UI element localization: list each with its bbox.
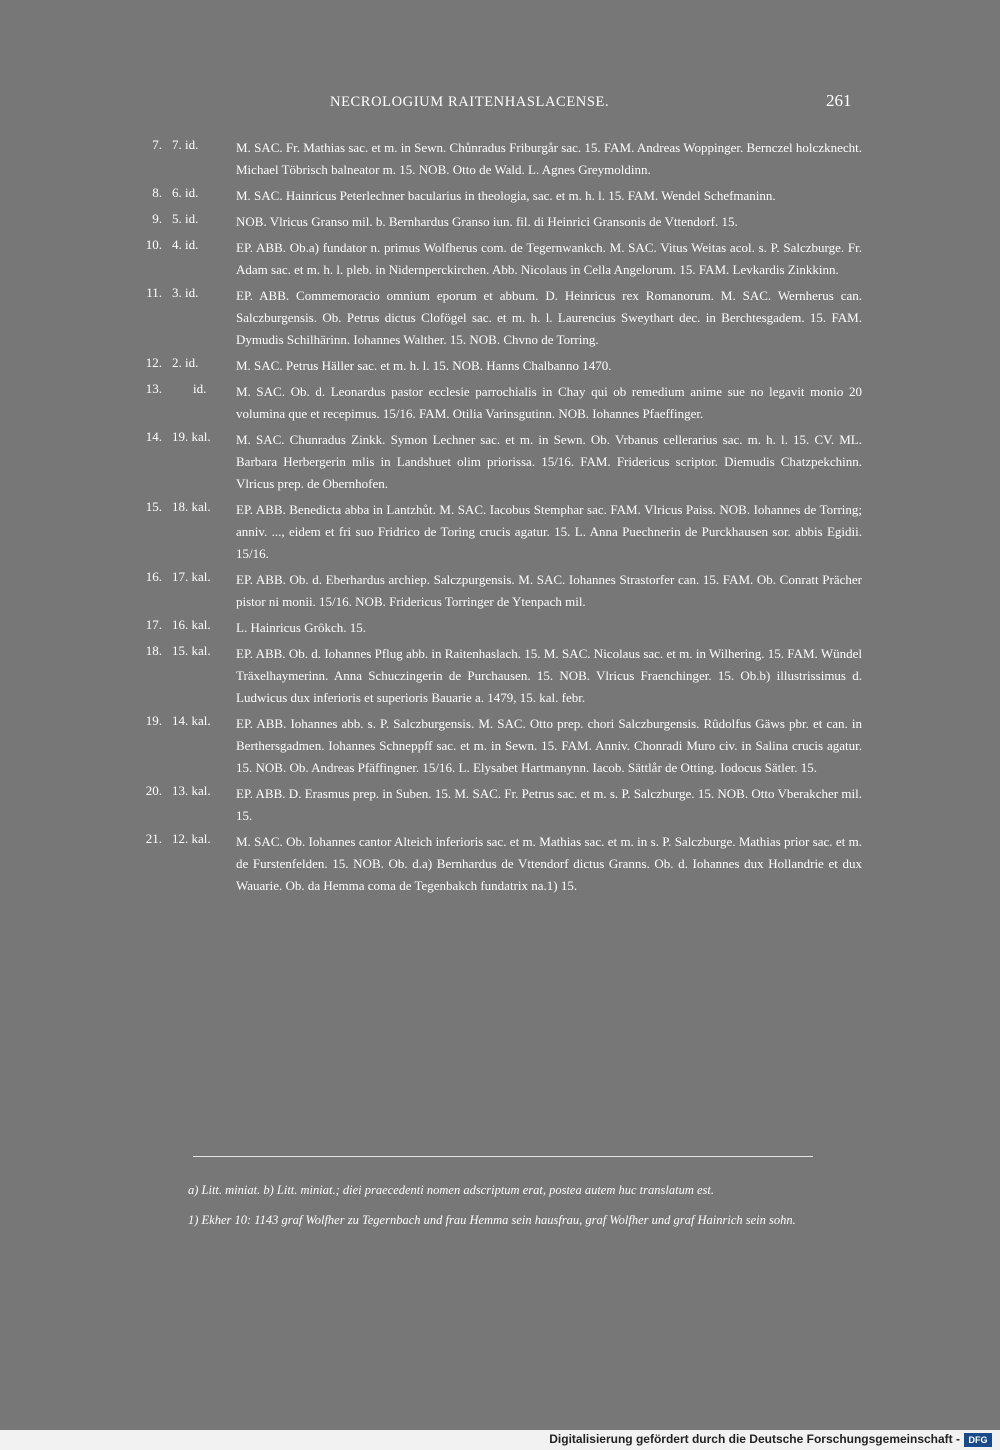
entry-number: 14.	[145, 429, 162, 444]
entry-date: 7. id.	[172, 137, 199, 152]
entry-text: NOB. Vlricus Granso mil. b. Bernhardus Granso iun. fil. di Heinrici Gransonis de Vttendorf. 15.	[236, 214, 738, 229]
entry-date: 18. kal.	[172, 499, 211, 514]
necrology-entry	[0, 237, 1000, 281]
entry-date: 12. kal.	[172, 831, 211, 846]
entry-date: 15. kal.	[172, 643, 211, 658]
entry-number: 8.	[152, 185, 162, 200]
entry-number: 16.	[145, 569, 162, 584]
entry-date: 5. id.	[172, 211, 199, 226]
necrology-entry	[0, 381, 1000, 425]
footer-text: Digitalisierung gefördert durch die Deutsche Forschungsgemeinschaft -	[549, 1432, 960, 1446]
necrology-entry	[0, 783, 1000, 827]
necrology-entry	[0, 617, 1000, 639]
entry-number: 12.	[145, 355, 162, 370]
necrology-entry	[0, 355, 1000, 377]
necrology-entry	[0, 429, 1000, 495]
entry-number: 15.	[145, 499, 162, 514]
footnote-divider	[193, 1156, 813, 1157]
necrology-entry	[0, 643, 1000, 709]
entry-text: M. SAC. Chunradus Zinkk. Symon Lechner sac. et m. in Sewn. Ob. Vrbanus cellerarius sac. m. h. l. 15. CV. ML. Barbara Herbergerin mlis in Landshuet olim priorissa. 15/16. FAM. Fridericus scriptor. Diemudis Chatzpekchinn. Vlricus prep. de Obernhofen.	[236, 432, 862, 491]
necrology-entry	[0, 831, 1000, 897]
entry-date: 17. kal.	[172, 569, 211, 584]
entry-number: 20.	[145, 783, 162, 798]
entry-date: 6. id.	[172, 185, 199, 200]
entry-number: 21.	[145, 831, 162, 846]
entry-text: M. SAC. Ob. Iohannes cantor Alteich inferioris sac. et m. Mathias sac. et m. in s. P. Salczburge. Mathias prior sac. et m. de Furstenfelden. 15. NOB. Ob. d.a) Bernhardus de Vttendorf dictus Granns. Ob. d. Iohannes dux Hollandrie et dux Wauarie. Ob. da Hemma coma de Tegenbakch fundatrix na.1) 15.	[236, 834, 862, 893]
entry-text: EP. ABB. Benedicta abba in Lantzhůt. M. SAC. Iacobus Stemphar sac. FAM. Vlricus Paiss. NOB. Iohannes de Torring; anniv. ..., eidem et fri suo Fridrico de Toring crucis agatur. 15. L. Anna Puechnerin de Purckhausen sor. abbis Egidii. 15/16.	[236, 502, 862, 561]
necrology-entry	[0, 569, 1000, 613]
entry-date: 3. id.	[172, 285, 199, 300]
entry-number: 11.	[146, 285, 162, 300]
entry-text: EP. ABB. Iohannes abb. s. P. Salczburgensis. M. SAC. Otto prep. chori Salczburgensis. Rûdolfus Gäws pbr. et can. in Berthersgadmen. Iohannes Schneppff sac. et m. in Sewn. 15. FAM. Anniv. Chonradi Muro civ. in Salina crucis agatur. 15. NOB. Ob. Andreas Pfäffingner. 15/16. L. Elysabet Hartmanynn. Iacob. Sättlår de Otting. Iodocus Sätler. 15.	[236, 716, 862, 775]
entry-text: EP. ABB. Ob. d. Iohannes Pflug abb. in Raitenhaslach. 15. M. SAC. Nicolaus sac. et m. in Wilhering. 15. FAM. Wündel Träxelhaymerinn. Anna Schuczingerin de Purchausen. 15. NOB. Vlricus Fraenchinger. 15. Ob.b) illustrissimus d. Ludwicus dux inferioris et superioris Bauarie a. 1479, 15. kal. febr.	[236, 646, 862, 705]
entry-text: EP. ABB. Ob. d. Eberhardus archiep. Salczpurgensis. M. SAC. Iohannes Strastorfer can. 15. FAM. Ob. Conratt Prächer pistor ni monii. 15/16. NOB. Fridericus Torringer de Ytenpach mil.	[236, 572, 862, 609]
page-number: 261	[826, 91, 852, 110]
entry-date: id.	[193, 381, 207, 396]
entry-date: 16. kal.	[172, 617, 211, 632]
entry-text: M. SAC. Hainricus Peterlechner bacularius in theologia, sac. et m. h. l. 15. FAM. Wendel Schefmaninn.	[236, 188, 776, 203]
entry-text: M. SAC. Ob. d. Leonardus pastor ecclesie parrochialis in Chay qui ob remedium anime sue no legavit monio 20 volumina que et recepimus. 15/16. FAM. Otilia Varinsgutinn. NOB. Iohannes Pfaeffinger.	[236, 384, 862, 421]
entry-date: 2. id.	[172, 355, 199, 370]
dfg-logo: DFG	[964, 1433, 992, 1447]
necrology-entry	[0, 137, 1000, 181]
necrology-entry	[0, 713, 1000, 779]
necrology-entry	[0, 211, 1000, 233]
page-header	[0, 91, 1000, 116]
necrology-entries	[0, 137, 1000, 901]
entry-text: L. Hainricus Grôkch. 15.	[236, 620, 366, 635]
entry-number: 7.	[152, 137, 162, 152]
necrology-entry	[0, 285, 1000, 351]
entry-text: M. SAC. Fr. Mathias sac. et m. in Sewn. Chůnradus Friburgår sac. 15. FAM. Andreas Woppinger. Bernczel holczknecht. Michael Töbrisch balneator m. 15. NOB. Otto de Wald. L. Agnes Greymoldinn.	[236, 140, 862, 177]
entry-number: 18.	[145, 643, 162, 658]
entry-date: 4. id.	[172, 237, 199, 252]
entry-date: 13. kal.	[172, 783, 211, 798]
digitization-footer	[0, 1430, 1000, 1450]
entry-text: EP. ABB. D. Erasmus prep. in Suben. 15. M. SAC. Fr. Petrus sac. et m. s. P. Salczburge. 15. NOB. Otto Vberakcher mil. 15.	[236, 786, 862, 823]
footnote: a) Litt. miniat. b) Litt. miniat.; diei praecedenti nomen adscriptum erat, postea autem huc translatum est.	[188, 1183, 714, 1197]
necrology-entry	[0, 185, 1000, 207]
entry-text: M. SAC. Petrus Häller sac. et m. h. l. 15. NOB. Hanns Chalbanno 1470.	[236, 358, 612, 373]
entry-number: 17.	[145, 617, 162, 632]
entry-number: 13.	[145, 381, 162, 396]
entry-number: 19.	[145, 713, 162, 728]
running-title: NECROLOGIUM RAITENHASLACENSE.	[330, 94, 610, 110]
entry-text: EP. ABB. Ob.a) fundator n. primus Wolfherus com. de Tegernwankch. M. SAC. Vitus Weitas acol. s. P. Salczburge. Fr. Adam sac. et m. h. l. pleb. in Nidernperckirchen. Abb. Nicolaus in Cella Angelorum. 15. FAM. Levkardis Zinkkinn.	[236, 240, 862, 277]
necrology-entry	[0, 499, 1000, 565]
entry-number: 10.	[145, 237, 162, 252]
footnote: 1) Ekher 10: 1143 graf Wolfher zu Tegernbach und frau Hemma sein hausfrau, graf Wolfher und graf Hainrich sein sohn.	[188, 1213, 796, 1227]
footnotes	[140, 1180, 862, 1240]
entry-number: 9.	[152, 211, 162, 226]
entry-text: EP. ABB. Commemoracio omnium eporum et abbum. D. Heinricus rex Romanorum. M. SAC. Wernherus can. Salczburgensis. Ob. Petrus dictus Clofögel sac. et m. h. l. Laurencius Sweythart dec. in Berchtesgadem. 15. FAM. Dymudis Schilhärinn. Iohannes Walther. 15. NOB. Chvno de Torring.	[236, 288, 862, 347]
entry-date: 14. kal.	[172, 713, 211, 728]
entry-date: 19. kal.	[172, 429, 211, 444]
